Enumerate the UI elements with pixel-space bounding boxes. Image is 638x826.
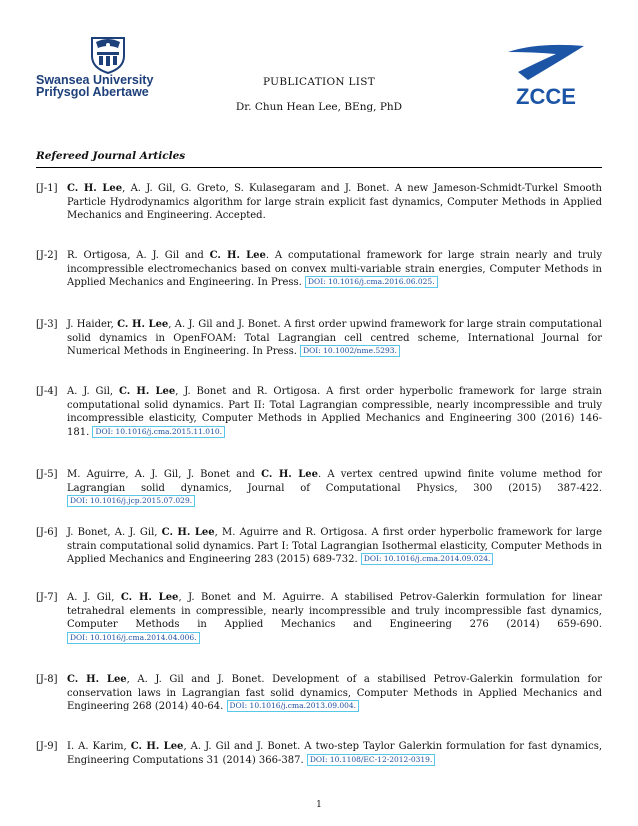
publication-entry bbox=[36, 526, 602, 567]
entry-highlight-author: C. H. Lee bbox=[130, 741, 184, 752]
entry-authors: A. J. Gil, bbox=[67, 386, 119, 397]
entry-tag: [J-5] bbox=[36, 469, 58, 480]
entry-tag: [J-6] bbox=[36, 527, 58, 538]
entry-authors: M. Aguirre, A. J. Gil, J. Bonet and bbox=[67, 469, 262, 480]
entry-highlight-author: C. H. Lee bbox=[261, 469, 319, 480]
doi-link[interactable]: DOI: 10.1002/nme.5293. bbox=[300, 345, 400, 357]
entry-highlight-author: C. H. Lee bbox=[117, 319, 169, 330]
doi-link[interactable]: DOI: 10.1016/j.cma.2014.09.024. bbox=[361, 553, 494, 565]
entry-tag: [J-4] bbox=[36, 386, 58, 397]
university-name-line1: Swansea University bbox=[36, 73, 154, 87]
entry-highlight-author: C. H. Lee bbox=[209, 250, 266, 261]
doi-link[interactable]: DOI: 10.1016/j.cma.2016.06.025. bbox=[305, 276, 438, 288]
entry-tag: [J-1] bbox=[36, 183, 58, 194]
university-name-line2: Prifysgol Abertawe bbox=[36, 85, 149, 99]
publication-entry bbox=[36, 249, 602, 290]
section-divider bbox=[36, 167, 602, 168]
publication-entry bbox=[36, 468, 602, 509]
entry-text: , A. J. Gil and J. Bonet. A two-step Taylor Galerkin formulation for fast dynamics, Engineering Computations 31 (2014) 366-387. bbox=[67, 741, 603, 766]
entry-tag: [J-2] bbox=[36, 250, 58, 261]
publication-entry bbox=[36, 182, 602, 223]
entry-authors: R. Ortigosa, A. J. Gil and bbox=[67, 250, 210, 261]
entry-text: , A. J. Gil and J. Bonet. A first order upwind framework for large strain computational solid dynamics in OpenFOAM: Total Lagrangian cell centred scheme, International Journal for Numerical Methods in Engineering. In Press. bbox=[67, 319, 602, 357]
publication-entry bbox=[36, 385, 602, 439]
page-title: PUBLICATION LIST bbox=[262, 76, 375, 88]
entry-text: , J. Bonet and R. Ortigosa. A first order hyperbolic framework for large strain computational solid dynamics. Part II: Total Lagrangian compressible, nearly incompressible and truly incompressible elasticity, Computer Methods in Applied Mechanics and Engineering 300 (2016) 146-181. bbox=[67, 386, 602, 438]
entry-tag: [J-7] bbox=[36, 592, 58, 603]
publication-entry bbox=[36, 591, 602, 645]
entry-highlight-author: C. H. Lee bbox=[118, 386, 176, 397]
entry-tag: [J-9] bbox=[36, 741, 58, 752]
entry-tag: [J-8] bbox=[36, 674, 58, 685]
doi-link[interactable]: DOI: 10.1108/EC-12-2012-0319. bbox=[307, 754, 436, 766]
entry-tag: [J-3] bbox=[36, 319, 58, 330]
entry-text: . A vertex centred upwind finite volume method for Lagrangian solid dynamics, Journal of Computational Physics, 300 (2015) 387-422. bbox=[67, 469, 603, 494]
entry-authors: I. A. Karim, bbox=[67, 741, 131, 752]
page-number: 1 bbox=[316, 800, 322, 810]
doi-link[interactable]: DOI: 10.1016/j.cma.2015.11.010. bbox=[92, 426, 225, 438]
entry-highlight-author: C. H. Lee bbox=[67, 674, 127, 685]
entry-text: . A computational framework for large strain nearly and truly incompressible electromechanics based on convex multi-variable strain energies, Computer Methods in Applied Mechanics and Engineering. In Press. bbox=[67, 250, 603, 288]
entry-highlight-author: C. H. Lee bbox=[120, 592, 179, 603]
entry-text: , A. J. Gil, G. Greto, S. Kulasegaram and J. Bonet. A new Jameson-Schmidt-Turkel Smooth Particle Hydrodynamics algorithm for large strain explicit fast dynamics, Computer Methods in Applied Mechanics and Engineering. Accepted. bbox=[67, 183, 603, 221]
entry-text: , J. Bonet and M. Aguirre. A stabilised Petrov-Galerkin formulation for linear tetrahedral elements in compressible, nearly incompressible and truly incompressible fast dynamics, Computer Methods in Applied Mechanics and Engineering 276 (2014) 659-690. bbox=[67, 592, 603, 630]
entry-authors: J. Haider, bbox=[67, 319, 118, 330]
entry-text: , A. J. Gil and J. Bonet. Development of a stabilised Petrov-Galerkin formulation for conservation laws in Lagrangian fast solid dynamics, Computer Methods in Applied Mechanics and Engineering 268 (2014) 40-64. bbox=[67, 674, 602, 712]
doi-link[interactable]: DOI: 10.1016/j.jcp.2015.07.029. bbox=[67, 495, 195, 507]
publication-entry bbox=[36, 740, 602, 767]
entry-authors: A. J. Gil, bbox=[67, 592, 121, 603]
doi-link[interactable]: DOI: 10.1016/j.cma.2013.09.004. bbox=[227, 700, 360, 712]
zcce-logo-text: ZCCE bbox=[516, 84, 576, 108]
section-heading: Refereed Journal Articles bbox=[36, 150, 186, 162]
entry-highlight-author: C. H. Lee bbox=[67, 183, 123, 194]
swansea-crest-icon bbox=[88, 36, 128, 74]
entry-text: , M. Aguirre and R. Ortigosa. A first order hyperbolic framework for large strain computational solid dynamics. Part I: Total Lagrangian Isothermal elasticity, Computer Methods in Applied Mechanics and Engineering 283 (2015) 689-732. bbox=[67, 527, 602, 565]
doi-link[interactable]: DOI: 10.1016/j.cma.2014.04.006. bbox=[67, 632, 200, 644]
entry-authors: J. Bonet, A. J. Gil, bbox=[67, 527, 162, 538]
entry-highlight-author: C. H. Lee bbox=[161, 527, 215, 538]
zcce-logo-icon bbox=[498, 42, 594, 108]
publication-entry bbox=[36, 318, 602, 359]
publication-entry bbox=[36, 673, 602, 714]
author-name: Dr. Chun Hean Lee, BEng, PhD bbox=[235, 101, 403, 113]
